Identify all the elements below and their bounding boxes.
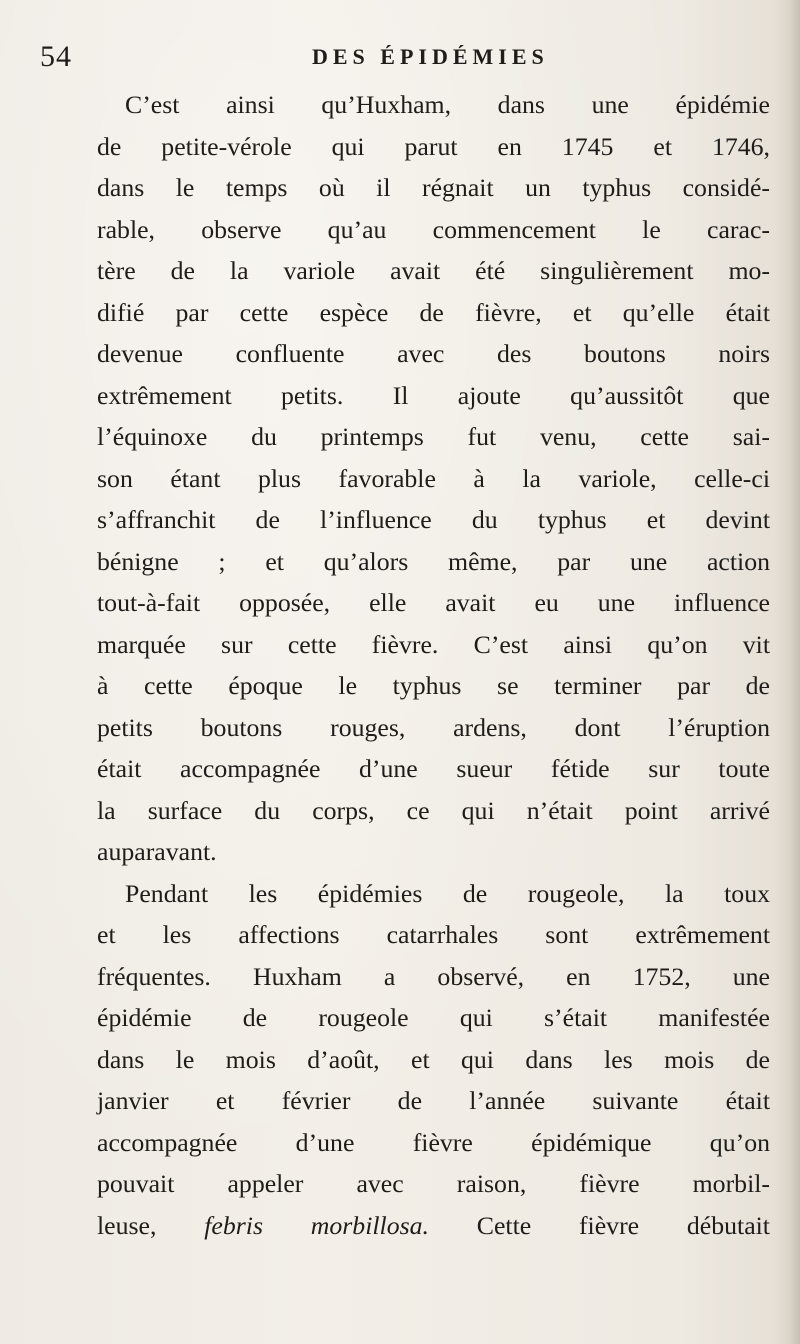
text-line: extrêmement petits. Il ajoute qu’aussitôt que xyxy=(97,380,770,410)
text-line: janvier et février de l’année suivante était xyxy=(97,1086,770,1115)
page-number: 54 xyxy=(40,40,72,73)
body-text xyxy=(97,84,770,1246)
text-line: dans le temps où il régnait un typhus considé- xyxy=(97,173,770,202)
text-line: était accompagnée d’une sueur fétide sur toute xyxy=(97,754,770,783)
running-head: DES ÉPIDÉMIES xyxy=(312,44,549,69)
page-edge-shadow xyxy=(774,0,800,1344)
text-line-final xyxy=(97,1205,770,1247)
text-line: difié par cette espèce de fièvre, et qu’elle était xyxy=(97,297,770,327)
text-line: rable, observe qu’au commencement le carac- xyxy=(97,214,770,244)
text-line: la surface du corps, ce qui n’était point arrivé xyxy=(97,795,770,825)
text-line: fréquentes. Huxham a observé, en 1752, une xyxy=(97,961,770,991)
text-line: à cette époque le typhus se terminer par de xyxy=(97,671,770,700)
text-line: accompagnée d’une fièvre épidémique qu’on xyxy=(97,1127,770,1157)
text-line: dans le mois d’août, et qui dans les mois de xyxy=(97,1044,770,1074)
text-line: son étant plus favorable à la variole, celle-ci xyxy=(97,463,770,493)
text-line: tère de la variole avait été singulièrement mo- xyxy=(97,256,770,285)
page-header xyxy=(40,40,760,80)
latin-term: febris morbillosa. xyxy=(204,1210,429,1240)
text-line: et les affections catarrhales sont extrêmement xyxy=(97,920,770,949)
text-line: auparavant. xyxy=(97,837,217,866)
text-segment: Cette fièvre débutait xyxy=(429,1210,770,1240)
text-line: petits boutons rouges, ardens, dont l’éruption xyxy=(97,712,770,742)
text-segment: leuse, xyxy=(97,1210,205,1240)
text-line: C’est ainsi qu’Huxham, dans une épidémie xyxy=(125,90,770,119)
text-line: épidémie de rougeole qui s’était manifestée xyxy=(97,1003,770,1032)
text-line: s’affranchit de l’influence du typhus et devint xyxy=(97,505,770,534)
text-line: marquée sur cette fièvre. C’est ainsi qu’on vit xyxy=(97,629,770,659)
text-line: pouvait appeler avec raison, fièvre morbil- xyxy=(97,1169,770,1198)
text-line: tout-à-fait opposée, elle avait eu une influence xyxy=(97,588,770,617)
text-line: l’équinoxe du printemps fut venu, cette sai- xyxy=(97,422,770,451)
text-line: Pendant les épidémies de rougeole, la toux xyxy=(125,878,770,908)
text-line: bénigne ; et qu’alors même, par une action xyxy=(97,546,770,576)
text-line: devenue confluente avec des boutons noirs xyxy=(97,339,770,368)
text-line: de petite-vérole qui parut en 1745 et 1746, xyxy=(97,131,770,161)
